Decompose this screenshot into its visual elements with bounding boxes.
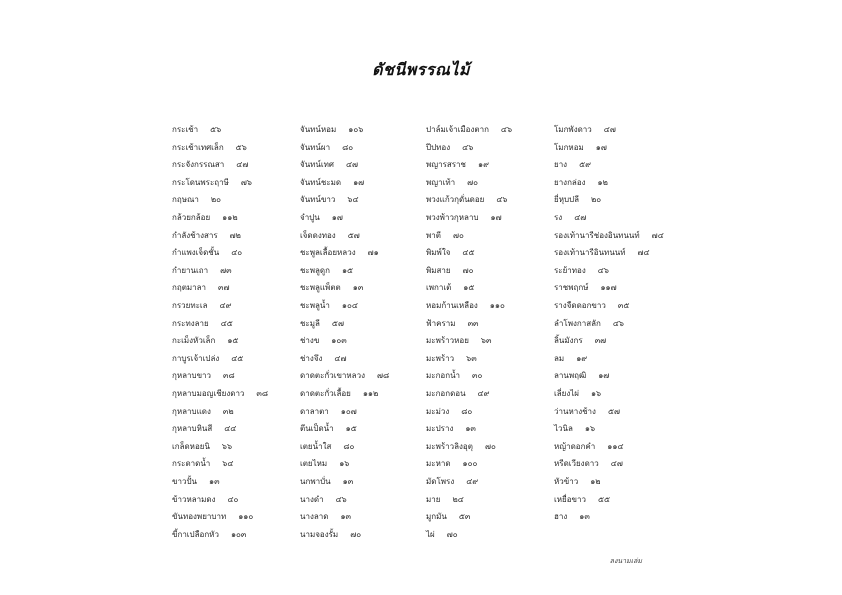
index-entry: [172, 138, 247, 152]
entry-name: เกล็ดหอยนิ: [172, 441, 210, 451]
entry-name: พญารสราช: [426, 160, 466, 170]
entry-page-number: ๑๗: [353, 177, 365, 187]
entry-page-number: ๔๖: [335, 494, 347, 504]
index-entry: [554, 454, 623, 468]
index-entry: [554, 226, 664, 240]
entry-page-number: ๓๗: [218, 283, 230, 293]
index-entry: [300, 472, 353, 486]
entry-name: กาบูรเจ้าเปล่ง: [172, 353, 220, 363]
entry-name: มัดโพรง: [426, 477, 455, 486]
index-entry: [172, 331, 238, 345]
index-entry: [554, 384, 601, 398]
entry-name: กระโดนพระฤาษี: [172, 177, 229, 187]
index-entry: [426, 155, 489, 169]
index-entry: [172, 366, 235, 380]
entry-name: ดาดตะกั่วเลื้อย: [300, 389, 351, 398]
entry-name: ไผ่: [426, 529, 435, 539]
entry-name: กรวยทะเล: [172, 301, 208, 310]
entry-name: เจ็ดดงทอง: [300, 230, 336, 240]
entry-page-number: ๗๐: [350, 529, 362, 539]
index-entry: [554, 314, 624, 328]
entry-page-number: ๗๑: [367, 248, 379, 258]
entry-name: ชะพลูแพ็ตต: [300, 283, 341, 293]
index-entry: [172, 472, 220, 486]
index-entry: [554, 296, 629, 310]
index-entry: [426, 314, 479, 328]
entry-page-number: ๔๗: [574, 213, 587, 222]
entry-name: กุหลาบขาว: [172, 371, 212, 381]
entry-page-number: ๔๐: [227, 494, 239, 504]
entry-name: ยาง: [554, 160, 568, 170]
index-entry: [172, 525, 246, 539]
index-entry: [554, 349, 587, 363]
entry-name: ข้าวหลามดง: [172, 494, 216, 504]
entry-name: มะกอกน้ำ: [426, 371, 461, 381]
index-entry: [172, 278, 230, 292]
entry-page-number: ๔๖: [612, 318, 624, 328]
entry-page-number: ๗๖: [240, 177, 252, 187]
entry-page-number: ๑๐๓: [230, 529, 247, 539]
index-entry: [300, 525, 361, 539]
index-entry: [554, 243, 650, 257]
entry-page-number: ๑๓: [209, 477, 220, 486]
index-entry: [426, 296, 505, 310]
entry-page-number: ๔๐: [231, 248, 243, 258]
entry-page-number: ๘๐: [461, 406, 473, 416]
entry-name: มะพร้าวหอย: [426, 336, 469, 346]
entry-page-number: ๑๓: [352, 283, 364, 293]
index-entry: [300, 331, 347, 345]
entry-page-number: ๕๖: [210, 125, 222, 134]
entry-name: มะพร้าวลิงอุตุ: [426, 441, 473, 451]
index-entry: [426, 243, 475, 257]
entry-page-number: ๑๙: [477, 160, 489, 170]
entry-page-number: ๖๔: [222, 459, 234, 469]
index-entry: [554, 419, 595, 433]
entry-page-number: ๑๐๐: [462, 459, 478, 469]
entry-name: ชะพลูน้ำ: [300, 301, 330, 310]
entry-page-number: ๑๗: [595, 142, 607, 152]
index-entry: [554, 278, 617, 292]
index-entry: [172, 419, 236, 433]
entry-page-number: ๕๓: [458, 512, 471, 522]
index-entry: [554, 366, 609, 380]
entry-name: จำปูน: [300, 213, 320, 222]
entry-page-number: ๑๓: [340, 512, 352, 522]
entry-page-number: ๓๗: [594, 336, 607, 346]
entry-page-number: ๑๐๔: [341, 301, 358, 310]
entry-page-number: ๑๕: [463, 283, 475, 293]
index-entry: [554, 138, 607, 152]
entry-name: หอมก้านเหลือง: [426, 301, 478, 310]
entry-page-number: ๔๖: [597, 265, 609, 275]
entry-name: ขาวปั้น: [172, 477, 197, 486]
entry-name: ชะพูลเลื้อยหลวง: [300, 248, 356, 258]
entry-page-number: ๑๒: [590, 477, 601, 486]
entry-page-number: ๖๖: [221, 441, 233, 451]
entry-name: ปีปทอง: [426, 142, 451, 152]
entry-name: ขันทองพยาบาท: [172, 512, 227, 522]
entry-name: มะกอกดอน: [426, 389, 466, 398]
entry-page-number: ๒๐: [210, 195, 222, 205]
entry-name: ฟ้าคราม: [426, 318, 456, 328]
index-entry: [554, 190, 601, 204]
index-entry: [300, 120, 363, 134]
entry-name: รองเท้านารีอินทนนท์: [554, 248, 626, 258]
index-entry: [426, 120, 512, 134]
index-entry: [554, 437, 624, 451]
entry-page-number: ๑๗: [331, 213, 343, 222]
entry-name: หัวข้าว: [554, 477, 579, 486]
entry-page-number: ๒๐: [591, 195, 602, 205]
entry-page-number: ๑๕: [345, 424, 357, 434]
index-entry: [554, 507, 590, 521]
entry-page-number: ๑๖: [339, 459, 350, 469]
entry-page-number: ๑๑๗: [600, 283, 617, 293]
entry-page-number: ๔๗: [334, 353, 347, 363]
index-entry: [426, 226, 464, 240]
index-entry: [426, 454, 477, 468]
index-entry: [554, 261, 609, 275]
entry-page-number: ๑๒: [597, 177, 608, 187]
entry-name: ลำโพงกาสลัก: [554, 318, 601, 328]
entry-name: ลานพฤฒิ: [554, 371, 587, 381]
entry-name: นามจองรั้ม: [300, 529, 339, 539]
index-entry: [554, 490, 610, 504]
entry-page-number: ๑๐๖: [348, 125, 364, 134]
index-entry: [172, 437, 232, 451]
index-entry: [300, 155, 358, 169]
entry-name: มะปราง: [426, 424, 454, 434]
entry-name: ช่างข: [300, 336, 320, 346]
index-entry: [172, 226, 241, 240]
entry-page-number: ๘๐: [343, 441, 355, 451]
entry-page-number: ๔๕: [220, 318, 233, 328]
index-entry: [172, 243, 242, 257]
entry-name: พญาเท้า: [426, 177, 456, 187]
index-entry: [300, 190, 359, 204]
entry-page-number: ๓๘: [223, 371, 235, 381]
index-entry: [426, 507, 470, 521]
entry-name: มูกมัน: [426, 512, 447, 522]
entry-name: ยี่หุบปลี: [554, 195, 580, 205]
index-entry: [426, 138, 473, 152]
entry-name: กฤตมาลา: [172, 283, 207, 293]
entry-name: ตีนเป็ดน้ำ: [300, 424, 334, 434]
entry-page-number: ๗๐: [467, 177, 478, 187]
entry-page-number: ๔๖: [500, 125, 513, 134]
entry-page-number: ๑๑๒: [222, 213, 238, 222]
entry-page-number: ๖๔: [347, 195, 359, 205]
entry-name: เพกาเต้: [426, 283, 452, 293]
entry-page-number: ๕๗: [607, 406, 621, 416]
index-entry: [172, 349, 243, 363]
entry-page-number: ๑๑๐: [489, 301, 505, 310]
entry-name: พวงแก้วกุดั่นดอย: [426, 195, 485, 205]
entry-name: ลม: [554, 353, 565, 363]
entry-name: ลิ้นมังกร: [554, 336, 583, 346]
index-entry: [300, 419, 357, 433]
entry-name: กะเม็งหัวเล็ก: [172, 336, 216, 346]
entry-name: เตยไหม: [300, 459, 328, 469]
entry-page-number: ๓๐: [472, 371, 483, 381]
entry-page-number: ๗๒: [229, 230, 241, 240]
index-entry: [300, 384, 378, 398]
entry-page-number: ๑๙: [576, 353, 588, 363]
entry-name: จันทน์ชะมด: [300, 177, 342, 187]
entry-page-number: ๑๖: [590, 389, 602, 398]
entry-page-number: ๑๗: [598, 371, 610, 381]
index-entry: [554, 472, 601, 486]
entry-page-number: ๑๑๐: [238, 512, 254, 522]
entry-page-number: ๗๘: [376, 371, 390, 381]
entry-page-number: ๒๔: [452, 494, 464, 504]
footer-note: ลงนามเล่ม: [609, 557, 642, 565]
entry-page-number: ๔๙: [477, 389, 490, 398]
index-entry: [554, 120, 616, 134]
entry-name: กล้วยกล้อย: [172, 213, 211, 222]
entry-name: จันทน์ผา: [300, 142, 331, 152]
entry-page-number: ๗๐: [462, 265, 474, 275]
entry-name: พิมพ์ใจ: [426, 248, 451, 258]
entry-page-number: ๑๕: [227, 336, 239, 346]
entry-page-number: ๔๙: [466, 477, 479, 486]
entry-page-number: ๑๓: [342, 477, 354, 486]
entry-page-number: ๑๓: [465, 424, 476, 434]
index-columns: [172, 120, 732, 550]
entry-page-number: ๓๘: [256, 389, 269, 398]
index-entry: [426, 208, 502, 222]
entry-name: ปาล์มเจ้าเมืองตาก: [426, 125, 489, 134]
index-entry: [300, 243, 379, 257]
entry-name: มะหาด: [426, 459, 451, 469]
index-entry: [172, 261, 232, 275]
entry-name: โมกหอม: [554, 142, 584, 152]
entry-name: พิมสาย: [426, 265, 451, 275]
entry-name: รองเท้านารีช่องอินทนนท์: [554, 230, 640, 240]
entry-name: นางลาด: [300, 512, 329, 522]
index-entry: [426, 419, 476, 433]
index-entry: [300, 402, 357, 416]
entry-page-number: ๔๕: [231, 353, 244, 363]
index-entry: [172, 402, 234, 416]
entry-name: โมกพังดาว: [554, 125, 592, 134]
entry-page-number: ๗๓: [220, 265, 232, 275]
entry-page-number: ๑๑๒: [362, 389, 379, 398]
entry-page-number: ๔๖: [496, 195, 508, 205]
entry-name: กำลังช้างสาร: [172, 230, 218, 240]
index-entry: [172, 507, 253, 521]
index-entry: [300, 138, 353, 152]
entry-name: พวงพ้าวกุหลาบ: [426, 213, 479, 222]
index-entry: [172, 454, 233, 468]
entry-name: กระเช้าเทศเล็ก: [172, 142, 224, 152]
entry-name: เตยน้ำใส: [300, 441, 332, 451]
entry-page-number: ๗๐: [484, 441, 496, 451]
entry-name: หรีดเวียงดาว: [554, 459, 599, 469]
entry-page-number: ๑๐๓: [331, 336, 347, 346]
entry-page-number: ๔๗: [610, 459, 623, 469]
entry-page-number: ๘๐: [342, 142, 354, 152]
entry-name: ราชพฤกษ์: [554, 283, 589, 293]
entry-name: ขี้กาเปลือกหัว: [172, 529, 219, 539]
index-entry: [426, 472, 478, 486]
entry-name: กุหลาบมอญเชียงดาว: [172, 389, 245, 398]
index-entry: [426, 349, 477, 363]
entry-page-number: ๕๗: [347, 230, 360, 240]
index-entry: [300, 278, 363, 292]
entry-name: กระจังกรรณสา: [172, 160, 225, 170]
entry-page-number: ๑๕: [341, 265, 354, 275]
entry-page-number: ๗๔: [637, 248, 650, 258]
index-entry: [172, 208, 238, 222]
entry-name: รางจืดดอกขาว: [554, 301, 606, 310]
index-entry: [300, 490, 347, 504]
entry-name: กระเช้า: [172, 125, 199, 134]
index-entry: [426, 331, 491, 345]
entry-page-number: ๗๐: [452, 230, 464, 240]
index-entry: [554, 331, 606, 345]
index-entry: [300, 173, 364, 187]
index-entry: [300, 208, 343, 222]
index-entry: [426, 190, 508, 204]
index-entry: [554, 402, 620, 416]
index-entry: [426, 366, 482, 380]
entry-name: มาย: [426, 494, 441, 504]
entry-name: ช่างจึง: [300, 353, 323, 363]
index-entry: [300, 507, 351, 521]
entry-name: กระทงลาย: [172, 318, 209, 328]
entry-page-number: ๔๙: [219, 301, 232, 310]
entry-page-number: ๔๗: [603, 125, 616, 134]
index-entry: [554, 155, 591, 169]
index-entry: [300, 454, 349, 468]
entry-name: หญ้าดอกคำ: [554, 441, 596, 451]
entry-page-number: ๔๔: [224, 424, 237, 434]
entry-page-number: ๗๔: [651, 230, 664, 240]
index-entry: [426, 261, 474, 275]
entry-name: มะม่วง: [426, 406, 450, 416]
index-entry: [300, 296, 358, 310]
entry-page-number: ๕๖: [235, 142, 247, 152]
entry-page-number: ๖๓: [480, 336, 492, 346]
entry-name: นางดำ: [300, 494, 324, 504]
entry-name: กฤษณา: [172, 195, 199, 205]
entry-page-number: ๗๐: [446, 529, 458, 539]
entry-page-number: ๑๐๗: [340, 406, 357, 416]
entry-name: ชะพลูดูก: [300, 265, 330, 275]
index-entry: [172, 384, 268, 398]
entry-name: กุหลาบหินสี: [172, 424, 213, 434]
index-entry: [426, 402, 472, 416]
entry-name: นกพาบั่น: [300, 477, 331, 486]
entry-name: รง: [554, 213, 563, 222]
entry-name: กระดาดน้ำ: [172, 459, 211, 469]
entry-page-number: ๔๗: [345, 160, 359, 170]
entry-page-number: ๑๓: [579, 512, 590, 522]
index-entry: [172, 490, 238, 504]
index-entry: [300, 314, 344, 328]
index-entry: [300, 437, 354, 451]
entry-name: ไวนิล: [554, 424, 573, 434]
entry-page-number: ๕๙: [579, 160, 592, 170]
index-entry: [554, 173, 608, 187]
index-entry: [426, 278, 474, 292]
index-entry: [426, 437, 496, 451]
entry-name: จันทน์เทศ: [300, 160, 334, 170]
index-entry: [172, 296, 231, 310]
index-entry: [300, 366, 389, 380]
entry-page-number: ๑๖: [584, 424, 596, 434]
index-entry: [300, 226, 360, 240]
entry-name: พาตี: [426, 230, 441, 240]
entry-name: กุหลาบแดง: [172, 406, 211, 416]
index-entry: [426, 384, 489, 398]
index-entry: [172, 173, 252, 187]
entry-name: มะพร้าว: [426, 353, 455, 363]
page-title: ดัชนีพรรณไม้: [372, 60, 470, 79]
entry-page-number: ๔๕: [462, 248, 475, 258]
entry-name: ว่านหางช้าง: [554, 406, 596, 416]
entry-name: ดาดตะกั่วเขาหลวง: [300, 371, 365, 381]
index-entry: [300, 349, 347, 363]
entry-name: กำแพงเจ็ดชั้น: [172, 248, 220, 258]
entry-name: กำยานเถา: [172, 265, 209, 275]
index-entry: [554, 208, 586, 222]
index-entry: [426, 525, 458, 539]
index-entry: [172, 314, 233, 328]
index-entry: [426, 173, 478, 187]
index-entry: [426, 490, 464, 504]
index-entry: [300, 261, 353, 275]
entry-page-number: ๖๓: [466, 353, 477, 363]
entry-name: ยางกล่อง: [554, 177, 586, 187]
entry-page-number: ๓๒: [222, 406, 234, 416]
entry-name: เหยื่อขาว: [554, 494, 586, 504]
index-entry: [172, 190, 221, 204]
entry-page-number: ๕๗: [331, 318, 344, 328]
entry-page-number: ๓๕: [617, 301, 630, 310]
entry-page-number: ๕๕: [597, 494, 611, 504]
entry-name: ฮาง: [554, 512, 568, 522]
entry-name: ดาลาตา: [300, 406, 329, 416]
entry-page-number: ๑๑๔: [607, 441, 624, 451]
entry-page-number: ๑๗: [490, 213, 502, 222]
entry-name: ชะมูลี: [300, 318, 320, 328]
entry-page-number: ๔๗: [236, 160, 249, 170]
entry-name: ระย้าทอง: [554, 265, 586, 275]
entry-name: จันทน์ขาว: [300, 195, 336, 205]
entry-name: เลี่ยงไผ่: [554, 389, 579, 398]
entry-page-number: ๓๓: [467, 318, 479, 328]
entry-name: จันทน์หอม: [300, 125, 337, 134]
index-entry: [172, 120, 221, 134]
index-entry: [172, 155, 248, 169]
entry-page-number: ๔๖: [462, 142, 474, 152]
